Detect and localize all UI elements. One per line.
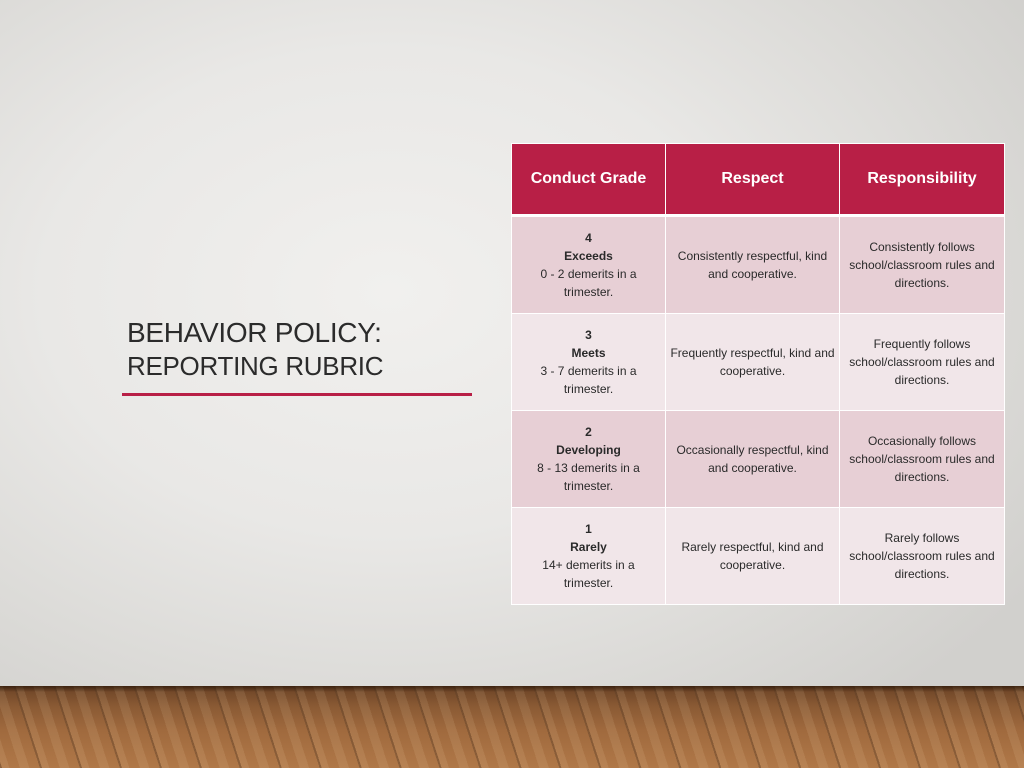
rubric-table <box>511 143 1005 605</box>
grade-number: 3 <box>585 328 592 342</box>
table-row <box>512 411 1005 508</box>
title-underline <box>122 393 472 396</box>
wood-floor-image <box>0 686 1024 768</box>
grade-label: Meets <box>571 346 606 360</box>
grade-label: Developing <box>556 443 621 457</box>
responsibility-cell: Rarely follows school/classroom rules and directions. <box>840 508 1005 605</box>
title-line-1: BEHAVIOR POLICY: <box>127 317 382 348</box>
responsibility-cell: Consistently follows school/classroom rules and directions. <box>840 216 1005 314</box>
header-responsibility: Responsibility <box>840 144 1005 216</box>
conduct-grade-cell <box>512 216 666 314</box>
respect-cell: Consistently respectful, kind and cooperative. <box>666 216 840 314</box>
grade-label: Rarely <box>570 540 607 554</box>
table-row <box>512 216 1005 314</box>
header-conduct-grade: Conduct Grade <box>512 144 666 216</box>
grade-label: Exceeds <box>564 249 613 263</box>
grade-number: 2 <box>585 425 592 439</box>
grade-demerits: 8 - 13 demerits in a trimester. <box>537 461 640 493</box>
table-header-row <box>512 144 1005 216</box>
responsibility-cell: Frequently follows school/classroom rules and directions. <box>840 314 1005 411</box>
respect-cell: Occasionally respectful, kind and cooperative. <box>666 411 840 508</box>
responsibility-cell: Occasionally follows school/classroom rules and directions. <box>840 411 1005 508</box>
header-respect: Respect <box>666 144 840 216</box>
grade-number: 1 <box>585 522 592 536</box>
respect-cell: Frequently respectful, kind and cooperative. <box>666 314 840 411</box>
respect-cell: Rarely respectful, kind and cooperative. <box>666 508 840 605</box>
grade-demerits: 14+ demerits in a trimester. <box>542 558 635 590</box>
title-line-2: REPORTING RUBRIC <box>127 351 384 381</box>
table-row <box>512 508 1005 605</box>
table-row <box>512 314 1005 411</box>
grade-number: 4 <box>585 231 592 245</box>
slide-title <box>127 316 383 382</box>
grade-demerits: 3 - 7 demerits in a trimester. <box>540 364 637 396</box>
grade-demerits: 0 - 2 demerits in a trimester. <box>540 267 637 299</box>
conduct-grade-cell <box>512 411 666 508</box>
conduct-grade-cell <box>512 314 666 411</box>
conduct-grade-cell <box>512 508 666 605</box>
